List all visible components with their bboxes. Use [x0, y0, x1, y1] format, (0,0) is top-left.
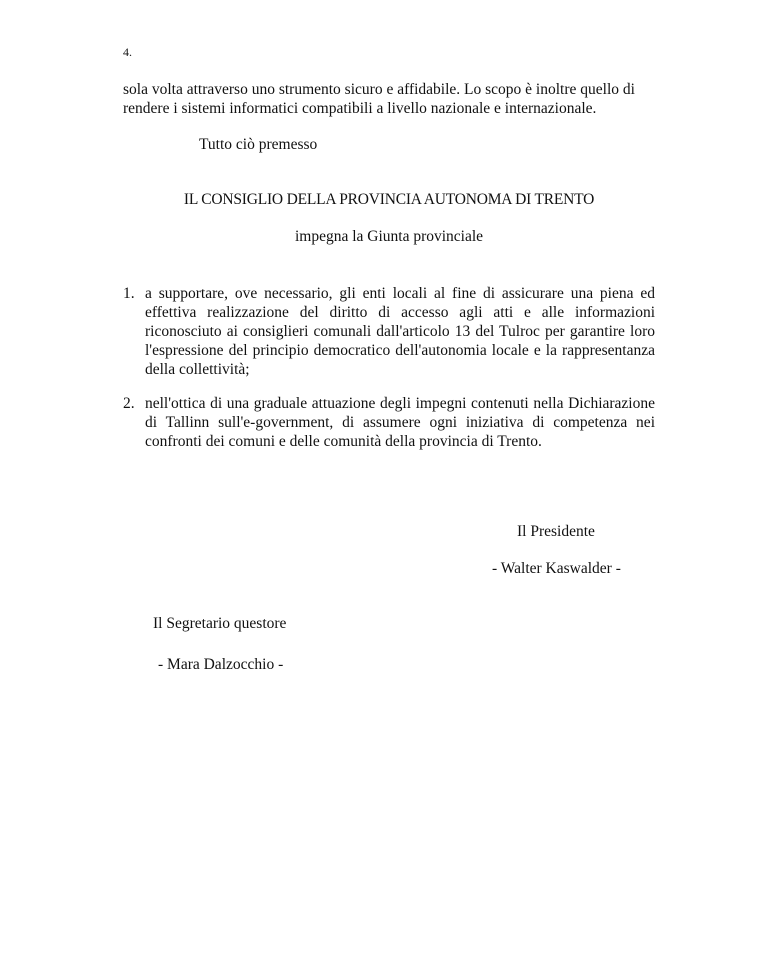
list-item-text: nell'ottica di una graduale attuazione degli impegni contenuti nella Dichiarazione di Tallinn sull'e-government, di assumere ogni iniziativa di competenza nei confronti dei comuni e delle comunità della provincia di Trento. — [145, 395, 655, 450]
list-item-number: 1. — [123, 285, 135, 302]
list-item-number: 2. — [123, 395, 135, 412]
president-title: Il Presidente — [517, 523, 595, 540]
intro-paragraph: sola volta attraverso uno strumento sicuro e affidabile. Lo scopo è inoltre quello di rendere i sistemi informatici compatibili a livello nazionale e internazionale. — [123, 81, 635, 117]
president-name: - Walter Kaswalder - — [492, 560, 621, 577]
list-item — [123, 394, 655, 451]
list-item — [123, 284, 655, 379]
secretary-title: Il Segretario questore — [153, 615, 287, 632]
page-number: 4. — [123, 45, 132, 59]
council-heading: IL CONSIGLIO DELLA PROVINCIA AUTONOMA DI TRENTO — [183, 191, 595, 208]
premise-text: Tutto ciò premesso — [199, 136, 318, 153]
commits-heading: impegna la Giunta provinciale — [294, 228, 484, 245]
list-item-text: a supportare, ove necessario, gli enti locali al fine di assicurare una piena ed effettiva realizzazione del diritto di accesso agli atti e alle informazioni riconosciuto ai consiglieri comunali dall'articolo 13 del Tulroc per garantire loro l'espressione del principio democratico dell'autonomia locale e la rappresentanza della collettività; — [145, 285, 655, 378]
secretary-name: - Mara Dalzocchio - — [158, 656, 284, 673]
